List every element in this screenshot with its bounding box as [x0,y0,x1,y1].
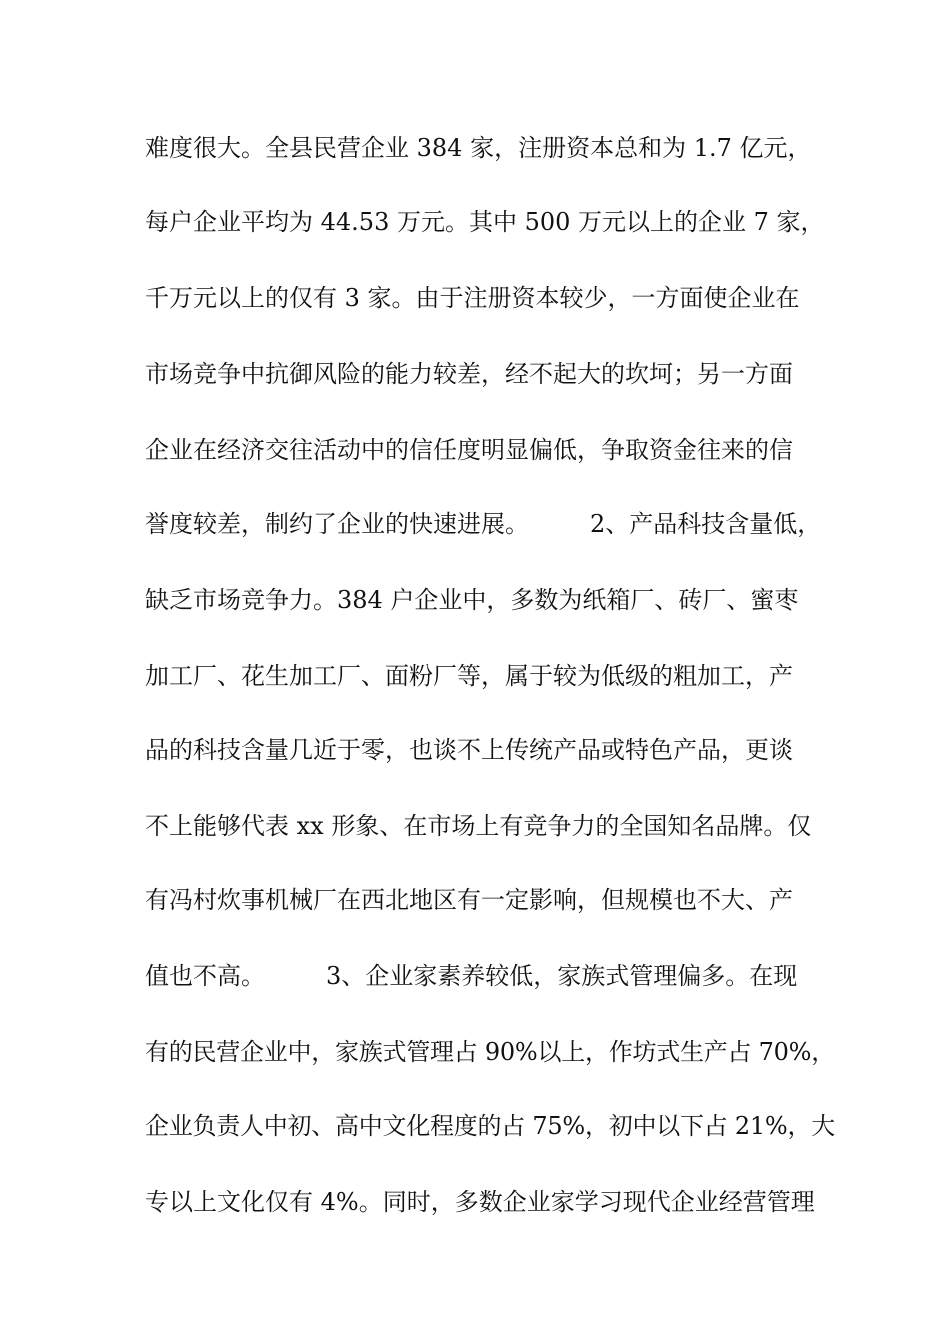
paragraph-line-11: 有冯村炊事机械厂在西北地区有一定影响，但规模也不大、产 [145,886,793,914]
paragraph-line-4: 市场竞争中抗御风险的能力较差，经不起大的坎坷；另一方面 [145,360,793,388]
paragraph-line-7: 缺乏市场竞争力。384 户企业中，多数为纸箱厂、砖厂、蜜枣 [145,586,799,614]
paragraph-line-15: 专以上文化仅有 4%。同时，多数企业家学习现代企业经营管理 [145,1188,815,1216]
paragraph-line-9: 品的科技含量几近于零，也谈不上传统产品或特色产品，更谈 [145,736,793,764]
paragraph-line-3: 千万元以上的仅有 3 家。由于注册资本较少，一方面使企业在 [145,284,800,312]
paragraph-line-12: 值也不高。 3、企业家素养较低，家族式管理偏多。在现 [145,962,798,990]
paragraph-line-14: 企业负责人中初、高中文化程度的占 75%，初中以下占 21%，大 [145,1112,835,1140]
paragraph-line-1: 难度很大。全县民营企业 384 家，注册资本总和为 1.7 亿元， [145,134,812,162]
paragraph-line-2: 每户企业平均为 44.53 万元。其中 500 万元以上的企业 7 家， [145,208,825,236]
paragraph-line-5: 企业在经济交往活动中的信任度明显偏低，争取资金往来的信 [145,436,793,464]
paragraph-line-6: 誉度较差，制约了企业的快速进展。 2、产品科技含量低， [145,510,822,538]
paragraph-line-13: 有的民营企业中，家族式管理占 90%以上，作坊式生产占 70%， [145,1038,835,1066]
paragraph-line-8: 加工厂、花生加工厂、面粉厂等，属于较为低级的粗加工，产 [145,662,793,690]
paragraph-line-10: 不上能够代表 xx 形象、在市场上有竞争力的全国知名品牌。仅 [145,812,812,840]
